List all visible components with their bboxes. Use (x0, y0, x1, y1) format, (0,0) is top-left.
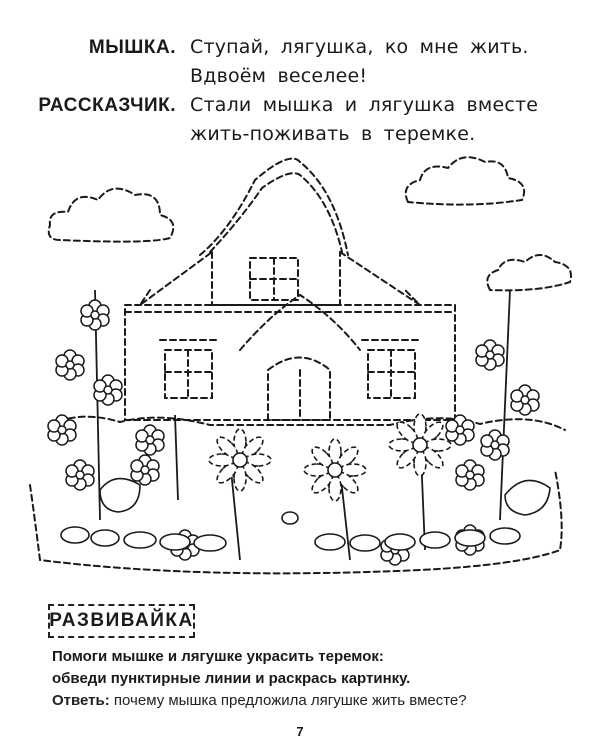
narrator-line-1: Стали мышка и лягушка вместе (190, 94, 539, 116)
dialogue-line (0, 65, 600, 94)
flower-icon (131, 455, 159, 485)
house-window-right (368, 350, 415, 398)
flower-icon (56, 350, 84, 380)
flower-icon (66, 460, 94, 490)
section-badge: РАЗВИВАЙКА (48, 604, 195, 638)
dialogue-block (0, 36, 600, 152)
daisy-icon (209, 429, 271, 491)
coloring-illustration (0, 140, 600, 610)
flower-icon (476, 340, 504, 370)
speaker-narrator: РАССКАЗЧИК. (38, 95, 176, 116)
flower-icon (511, 385, 539, 415)
mouse-line-1: Ступай, лягушка, ко мне жить. (190, 36, 529, 58)
answer-label: Ответь: (52, 692, 110, 709)
answer-question: почему мышка предложила лягушке жить вместе? (113, 692, 467, 709)
flower-icon (446, 415, 474, 445)
house-window-left (165, 350, 212, 398)
flower-icon (481, 430, 509, 460)
task-line-2: обведи пунктирные линии и раскрась картинку. (52, 670, 411, 687)
cloud-left (49, 189, 174, 242)
ground-hedge (50, 417, 565, 430)
cloud-right-bottom (487, 255, 571, 290)
leaf-left (100, 479, 140, 512)
daisy-icon (304, 439, 366, 501)
flower-icon (456, 460, 484, 490)
daisy-icon (389, 414, 451, 476)
cloud-right-top (406, 157, 524, 204)
flower-icon (136, 425, 164, 455)
leaf-right (505, 480, 550, 515)
page-number: 7 (296, 724, 304, 739)
mouse-line-2: Вдвоём веселее! (190, 65, 368, 87)
house-gable-side-left (140, 252, 212, 305)
flower-icon (81, 300, 109, 330)
task-block (52, 646, 467, 712)
house-lower-wall (125, 305, 455, 420)
house-porch-roof (240, 295, 360, 350)
flower-icon (94, 375, 122, 405)
dialogue-line (0, 36, 600, 65)
answer-line (52, 690, 467, 712)
flower-icon (48, 415, 76, 445)
task-line-1: Помоги мышке и лягушке украсить теремок: (52, 648, 384, 665)
house-gable-side-right (340, 252, 420, 305)
narrator-line-2: жить-поживать в теремке. (190, 123, 476, 145)
speaker-mouse: МЫШКА. (88, 37, 176, 58)
dialogue-line (0, 94, 600, 123)
house-window-top (250, 258, 298, 300)
